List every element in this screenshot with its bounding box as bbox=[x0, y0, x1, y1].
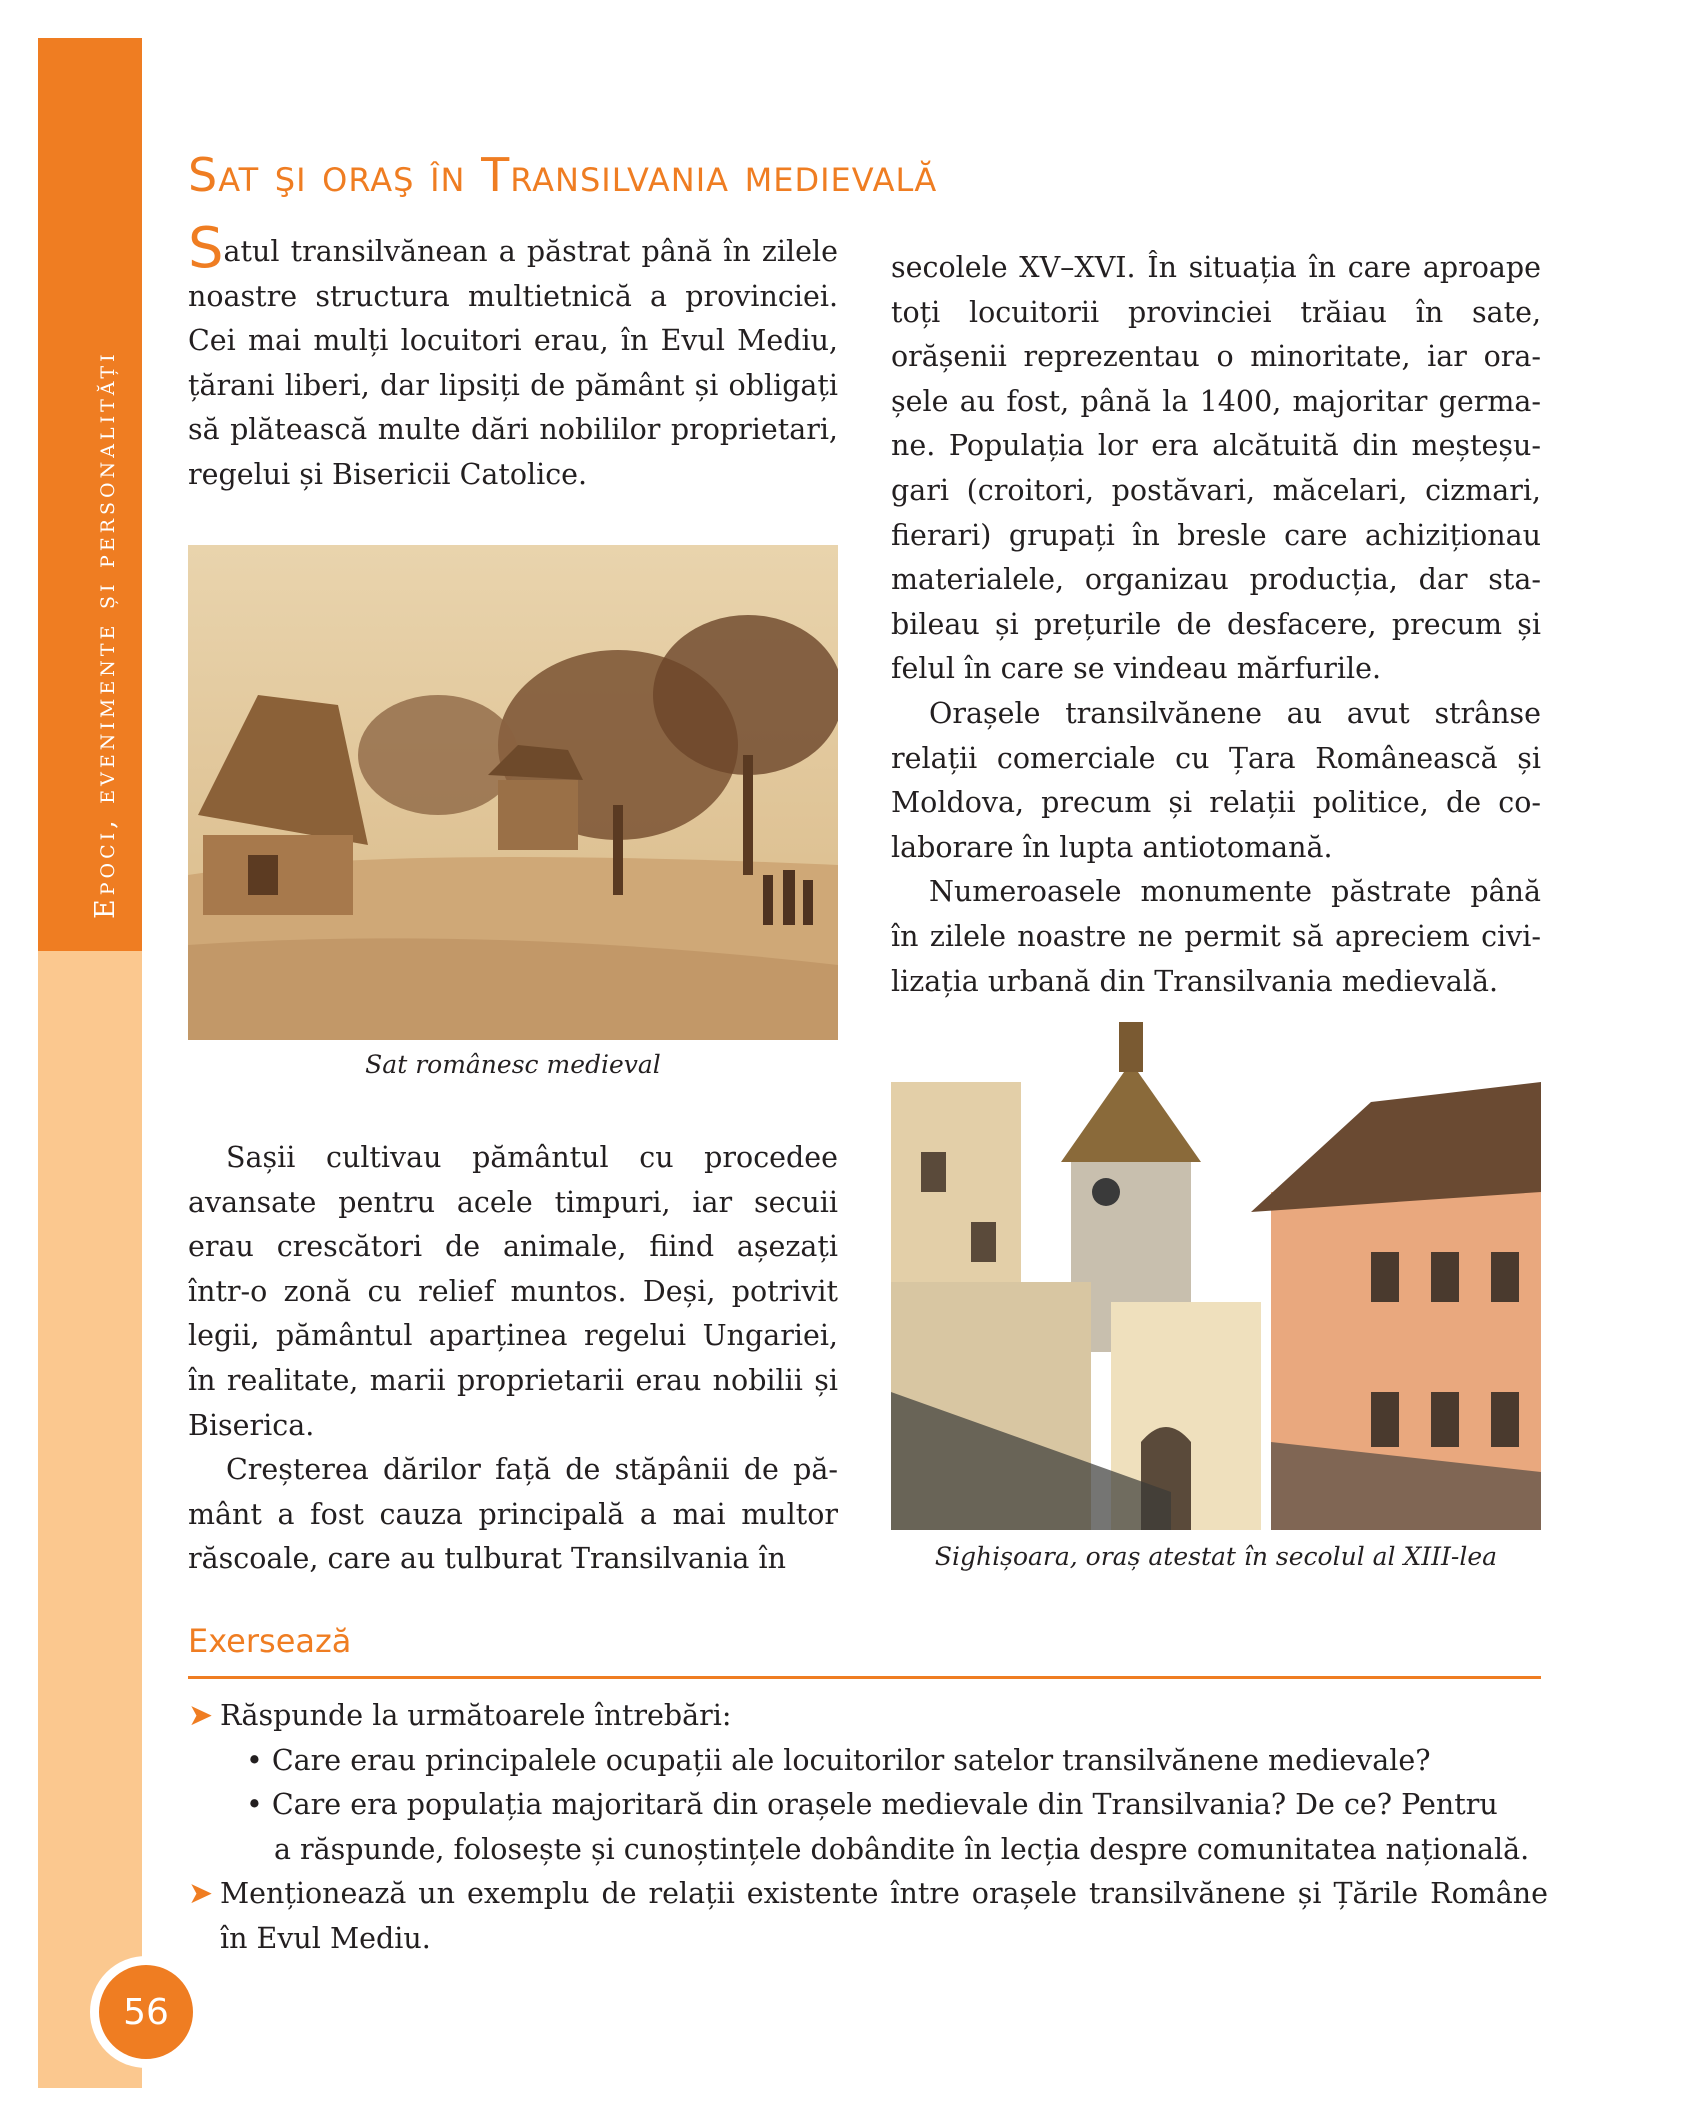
village-caption: Sat românesc medieval bbox=[365, 1050, 661, 1079]
exercise-questions bbox=[188, 1694, 1548, 1962]
paragraph-monumente: Numeroasele monumente păstrate până în zilele noastre ne permit să apreciem civilizația urbană din Transilvania medievală. bbox=[891, 875, 1541, 998]
question-1-b: • Care era populația majoritară din orașele medievale din Transilvania? De ce? Pentru bbox=[246, 1788, 1498, 1822]
question-1-a: • Care erau principalele ocupații ale locuitorilor satelor transilvănene medievale? bbox=[246, 1743, 1431, 1777]
dropcap: S bbox=[188, 216, 224, 281]
question-1: ➤ Răspunde la următoarele întrebări: bbox=[188, 1694, 1548, 1739]
sidebar-label: Epoci, evenimente și personalități bbox=[90, 350, 121, 919]
sighisoara-caption: Sighișoara, oraș atestat în secolul al XIII-lea bbox=[934, 1542, 1498, 1571]
page-title: Sat şi oraş în Transilvania medievală bbox=[188, 148, 938, 202]
exercise-divider bbox=[188, 1676, 1541, 1679]
left-column-text bbox=[188, 1136, 838, 1582]
right-column-text bbox=[891, 246, 1541, 1004]
paragraph-sasii: Sașii cultivau pământul cu procedee avansate pentru acele timpuri, iar secuii erau crescători de animale, fiind așezați într-o zonă cu relief muntos. Deși, potrivit legii, pământul aparținea regelui Ungariei, în realitate, marii proprietarii erau nobilii și Biserica. bbox=[188, 1141, 838, 1442]
exercise-heading: Exersează bbox=[188, 1622, 352, 1660]
question-1-b-continued: a răspunde, folosește și cunoștințele dobândite în lecția despre comunitatea națională. bbox=[274, 1832, 1530, 1866]
arrow-icon: ➤ bbox=[188, 1698, 214, 1733]
paragraph-cresterea: Creșterea dărilor față de stăpânii de pământ a fost cauza principală a mai multor răscoale, care au tulburat Transilvania în bbox=[188, 1453, 838, 1576]
sidebar-band-lower bbox=[38, 951, 142, 2088]
paragraph-secolele: secolele XV–XVI. În situația în care aproape toți locuitorii provinciei trăiau în sate, orășenii reprezentau o minoritate, iar orașele au fost, până la 1400, majoritar germane. Populația lor era alcătuită din meșteșugari (croitori, postăvari, măcelari, cizmari, fierari) grupați în bresle care achiziționau materialele, organizau producția, dar stabileau și prețurile de desfacere, precum și felul în care se vindeau mărfurile. bbox=[891, 251, 1541, 686]
question-2: ➤ Menționează un exemplu de relații existente între orașele transilvănene și Țările Române în Evul Mediu. bbox=[188, 1872, 1548, 1961]
arrow-icon: ➤ bbox=[188, 1876, 214, 1912]
intro-text: atul transilvănean a păstrat până în zilele noastre structura multietnică a provinciei. Cei mai mulți locuitori erau, în Evul Mediu, țărani liberi, dar lipsiți de pământ și obligați să plătească multe dări nobililor proprietari, regelui și Bisericii Catolice. bbox=[188, 235, 838, 491]
village-illustration bbox=[188, 545, 838, 1040]
sighisoara-photo bbox=[891, 1022, 1541, 1530]
intro-paragraph bbox=[188, 216, 838, 498]
paragraph-orasele: Orașele transilvănene au avut strânse relații comerciale cu Țara Românească și Moldova, precum și relații politice, de colaborare în lupta antiotomană. bbox=[891, 696, 1541, 864]
page-number: 56 bbox=[90, 1956, 202, 2068]
